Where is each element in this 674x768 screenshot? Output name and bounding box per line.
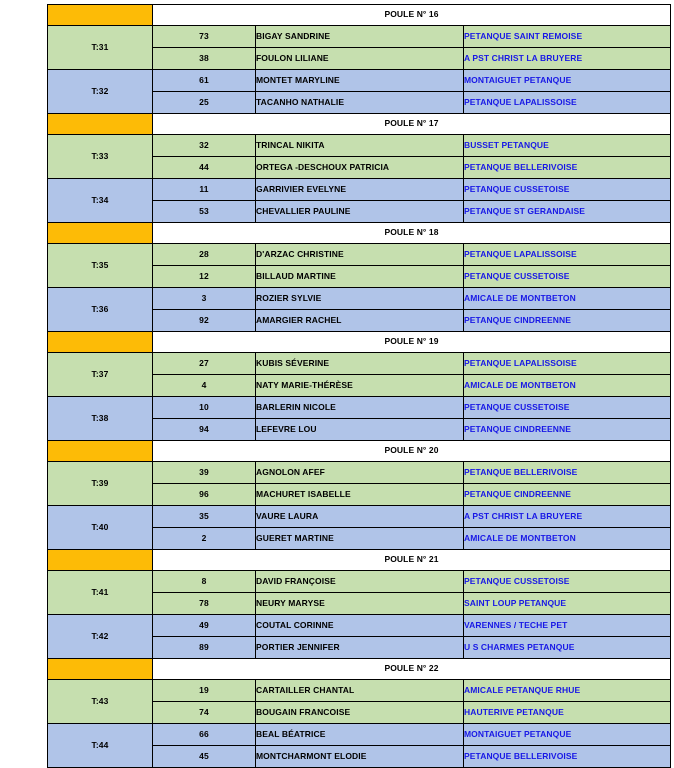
player-club-cell: MONTAIGUET PETANQUE [464,70,671,92]
poules-table-body [48,5,671,768]
table-row [48,135,671,157]
player-number-cell: 25 [153,92,256,114]
player-number-cell: 96 [153,484,256,506]
poule-header-row [48,441,671,462]
player-name-cell: ROZIER SYLVIE [256,288,464,310]
poules-table-container [47,4,670,768]
player-number-cell: 11 [153,179,256,201]
player-club-cell: MONTAIGUET PETANQUE [464,724,671,746]
player-number-cell: 45 [153,746,256,768]
player-number-cell: 66 [153,724,256,746]
player-club-cell: U S CHARMES PETANQUE [464,637,671,659]
poule-title: POULE N° 19 [153,332,671,353]
player-club-cell: AMICALE DE MONTBETON [464,288,671,310]
player-number-cell: 78 [153,593,256,615]
table-row [48,680,671,702]
player-number-cell: 32 [153,135,256,157]
player-number-cell: 3 [153,288,256,310]
table-row [48,353,671,375]
player-number-cell: 12 [153,266,256,288]
player-number-cell: 61 [153,70,256,92]
player-name-cell: BEAL BÉATRICE [256,724,464,746]
terrain-cell: T:40 [48,506,153,550]
terrain-cell: T:35 [48,244,153,288]
table-row [48,26,671,48]
player-name-cell: BIGAY SANDRINE [256,26,464,48]
player-name-cell: VAURE LAURA [256,506,464,528]
terrain-cell: T:33 [48,135,153,179]
terrain-cell: T:32 [48,70,153,114]
terrain-cell: T:39 [48,462,153,506]
poule-color-tag [48,550,153,571]
poule-color-tag [48,332,153,353]
player-number-cell: 74 [153,702,256,724]
player-name-cell: NEURY MARYSE [256,593,464,615]
player-club-cell: PETANQUE LAPALISSOISE [464,244,671,266]
player-name-cell: NATY MARIE-THÉRÈSE [256,375,464,397]
poules-table [47,4,671,768]
player-name-cell: ORTEGA -DESCHOUX PATRICIA [256,157,464,179]
player-club-cell: AMICALE PETANQUE RHUE [464,680,671,702]
terrain-cell: T:44 [48,724,153,768]
poule-color-tag [48,114,153,135]
terrain-cell: T:41 [48,571,153,615]
player-club-cell: PETANQUE SAINT REMOISE [464,26,671,48]
player-club-cell: SAINT LOUP PETANQUE [464,593,671,615]
player-club-cell: A PST CHRIST LA BRUYERE [464,506,671,528]
player-number-cell: 8 [153,571,256,593]
poule-header-row [48,5,671,26]
player-number-cell: 27 [153,353,256,375]
table-row [48,724,671,746]
player-club-cell: PETANQUE CINDREENNE [464,310,671,332]
poule-header-row [48,114,671,135]
player-name-cell: BILLAUD MARTINE [256,266,464,288]
table-row [48,615,671,637]
player-number-cell: 73 [153,26,256,48]
player-club-cell: PETANQUE CUSSETOISE [464,179,671,201]
player-name-cell: CHEVALLIER PAULINE [256,201,464,223]
player-club-cell: AMICALE DE MONTBETON [464,375,671,397]
terrain-cell: T:38 [48,397,153,441]
player-club-cell: PETANQUE CUSSETOISE [464,397,671,419]
poule-color-tag [48,223,153,244]
poule-color-tag [48,441,153,462]
terrain-cell: T:31 [48,26,153,70]
poule-title: POULE N° 18 [153,223,671,244]
player-name-cell: MONTCHARMONT ELODIE [256,746,464,768]
player-name-cell: GUERET MARTINE [256,528,464,550]
player-club-cell: PETANQUE ST GERANDAISE [464,201,671,223]
poule-title: POULE N° 17 [153,114,671,135]
player-name-cell: MONTET MARYLINE [256,70,464,92]
poule-title: POULE N° 16 [153,5,671,26]
player-number-cell: 39 [153,462,256,484]
player-number-cell: 44 [153,157,256,179]
player-name-cell: TACANHO NATHALIE [256,92,464,114]
poule-color-tag [48,659,153,680]
poule-title: POULE N° 21 [153,550,671,571]
player-name-cell: GARRIVIER EVELYNE [256,179,464,201]
player-name-cell: AMARGIER RACHEL [256,310,464,332]
player-number-cell: 92 [153,310,256,332]
player-number-cell: 2 [153,528,256,550]
table-row [48,462,671,484]
player-name-cell: BARLERIN NICOLE [256,397,464,419]
player-name-cell: PORTIER JENNIFER [256,637,464,659]
player-club-cell: PETANQUE BELLERIVOISE [464,157,671,179]
player-club-cell: AMICALE DE MONTBETON [464,528,671,550]
player-club-cell: PETANQUE CINDREENNE [464,484,671,506]
player-club-cell: PETANQUE LAPALISSOISE [464,92,671,114]
player-club-cell: PETANQUE CINDREENNE [464,419,671,441]
table-row [48,244,671,266]
player-club-cell: PETANQUE CUSSETOISE [464,571,671,593]
player-number-cell: 4 [153,375,256,397]
player-name-cell: LEFEVRE LOU [256,419,464,441]
player-number-cell: 89 [153,637,256,659]
terrain-cell: T:37 [48,353,153,397]
player-name-cell: MACHURET ISABELLE [256,484,464,506]
poule-header-row [48,223,671,244]
player-name-cell: DAVID FRANÇOISE [256,571,464,593]
player-club-cell: PETANQUE BELLERIVOISE [464,462,671,484]
player-name-cell: FOULON LILIANE [256,48,464,70]
terrain-cell: T:34 [48,179,153,223]
poule-color-tag [48,5,153,26]
player-name-cell: BOUGAIN FRANCOISE [256,702,464,724]
table-row [48,179,671,201]
player-club-cell: PETANQUE BELLERIVOISE [464,746,671,768]
player-number-cell: 35 [153,506,256,528]
player-club-cell: PETANQUE CUSSETOISE [464,266,671,288]
table-row [48,397,671,419]
player-number-cell: 49 [153,615,256,637]
player-club-cell: PETANQUE LAPALISSOISE [464,353,671,375]
poule-header-row [48,550,671,571]
player-name-cell: TRINCAL NIKITA [256,135,464,157]
player-number-cell: 53 [153,201,256,223]
player-name-cell: KUBIS SÉVERINE [256,353,464,375]
poule-title: POULE N° 22 [153,659,671,680]
player-club-cell: VARENNES / TECHE PET [464,615,671,637]
player-club-cell: BUSSET PETANQUE [464,135,671,157]
terrain-cell: T:36 [48,288,153,332]
table-row [48,70,671,92]
player-name-cell: AGNOLON AFEF [256,462,464,484]
player-number-cell: 28 [153,244,256,266]
player-club-cell: HAUTERIVE PETANQUE [464,702,671,724]
player-number-cell: 10 [153,397,256,419]
player-club-cell: A PST CHRIST LA BRUYERE [464,48,671,70]
player-name-cell: COUTAL CORINNE [256,615,464,637]
player-name-cell: D'ARZAC CHRISTINE [256,244,464,266]
player-number-cell: 94 [153,419,256,441]
terrain-cell: T:43 [48,680,153,724]
table-row [48,288,671,310]
terrain-cell: T:42 [48,615,153,659]
poule-title: POULE N° 20 [153,441,671,462]
table-row [48,571,671,593]
player-number-cell: 19 [153,680,256,702]
player-number-cell: 38 [153,48,256,70]
poule-header-row [48,659,671,680]
player-name-cell: CARTAILLER CHANTAL [256,680,464,702]
table-row [48,506,671,528]
poule-header-row [48,332,671,353]
